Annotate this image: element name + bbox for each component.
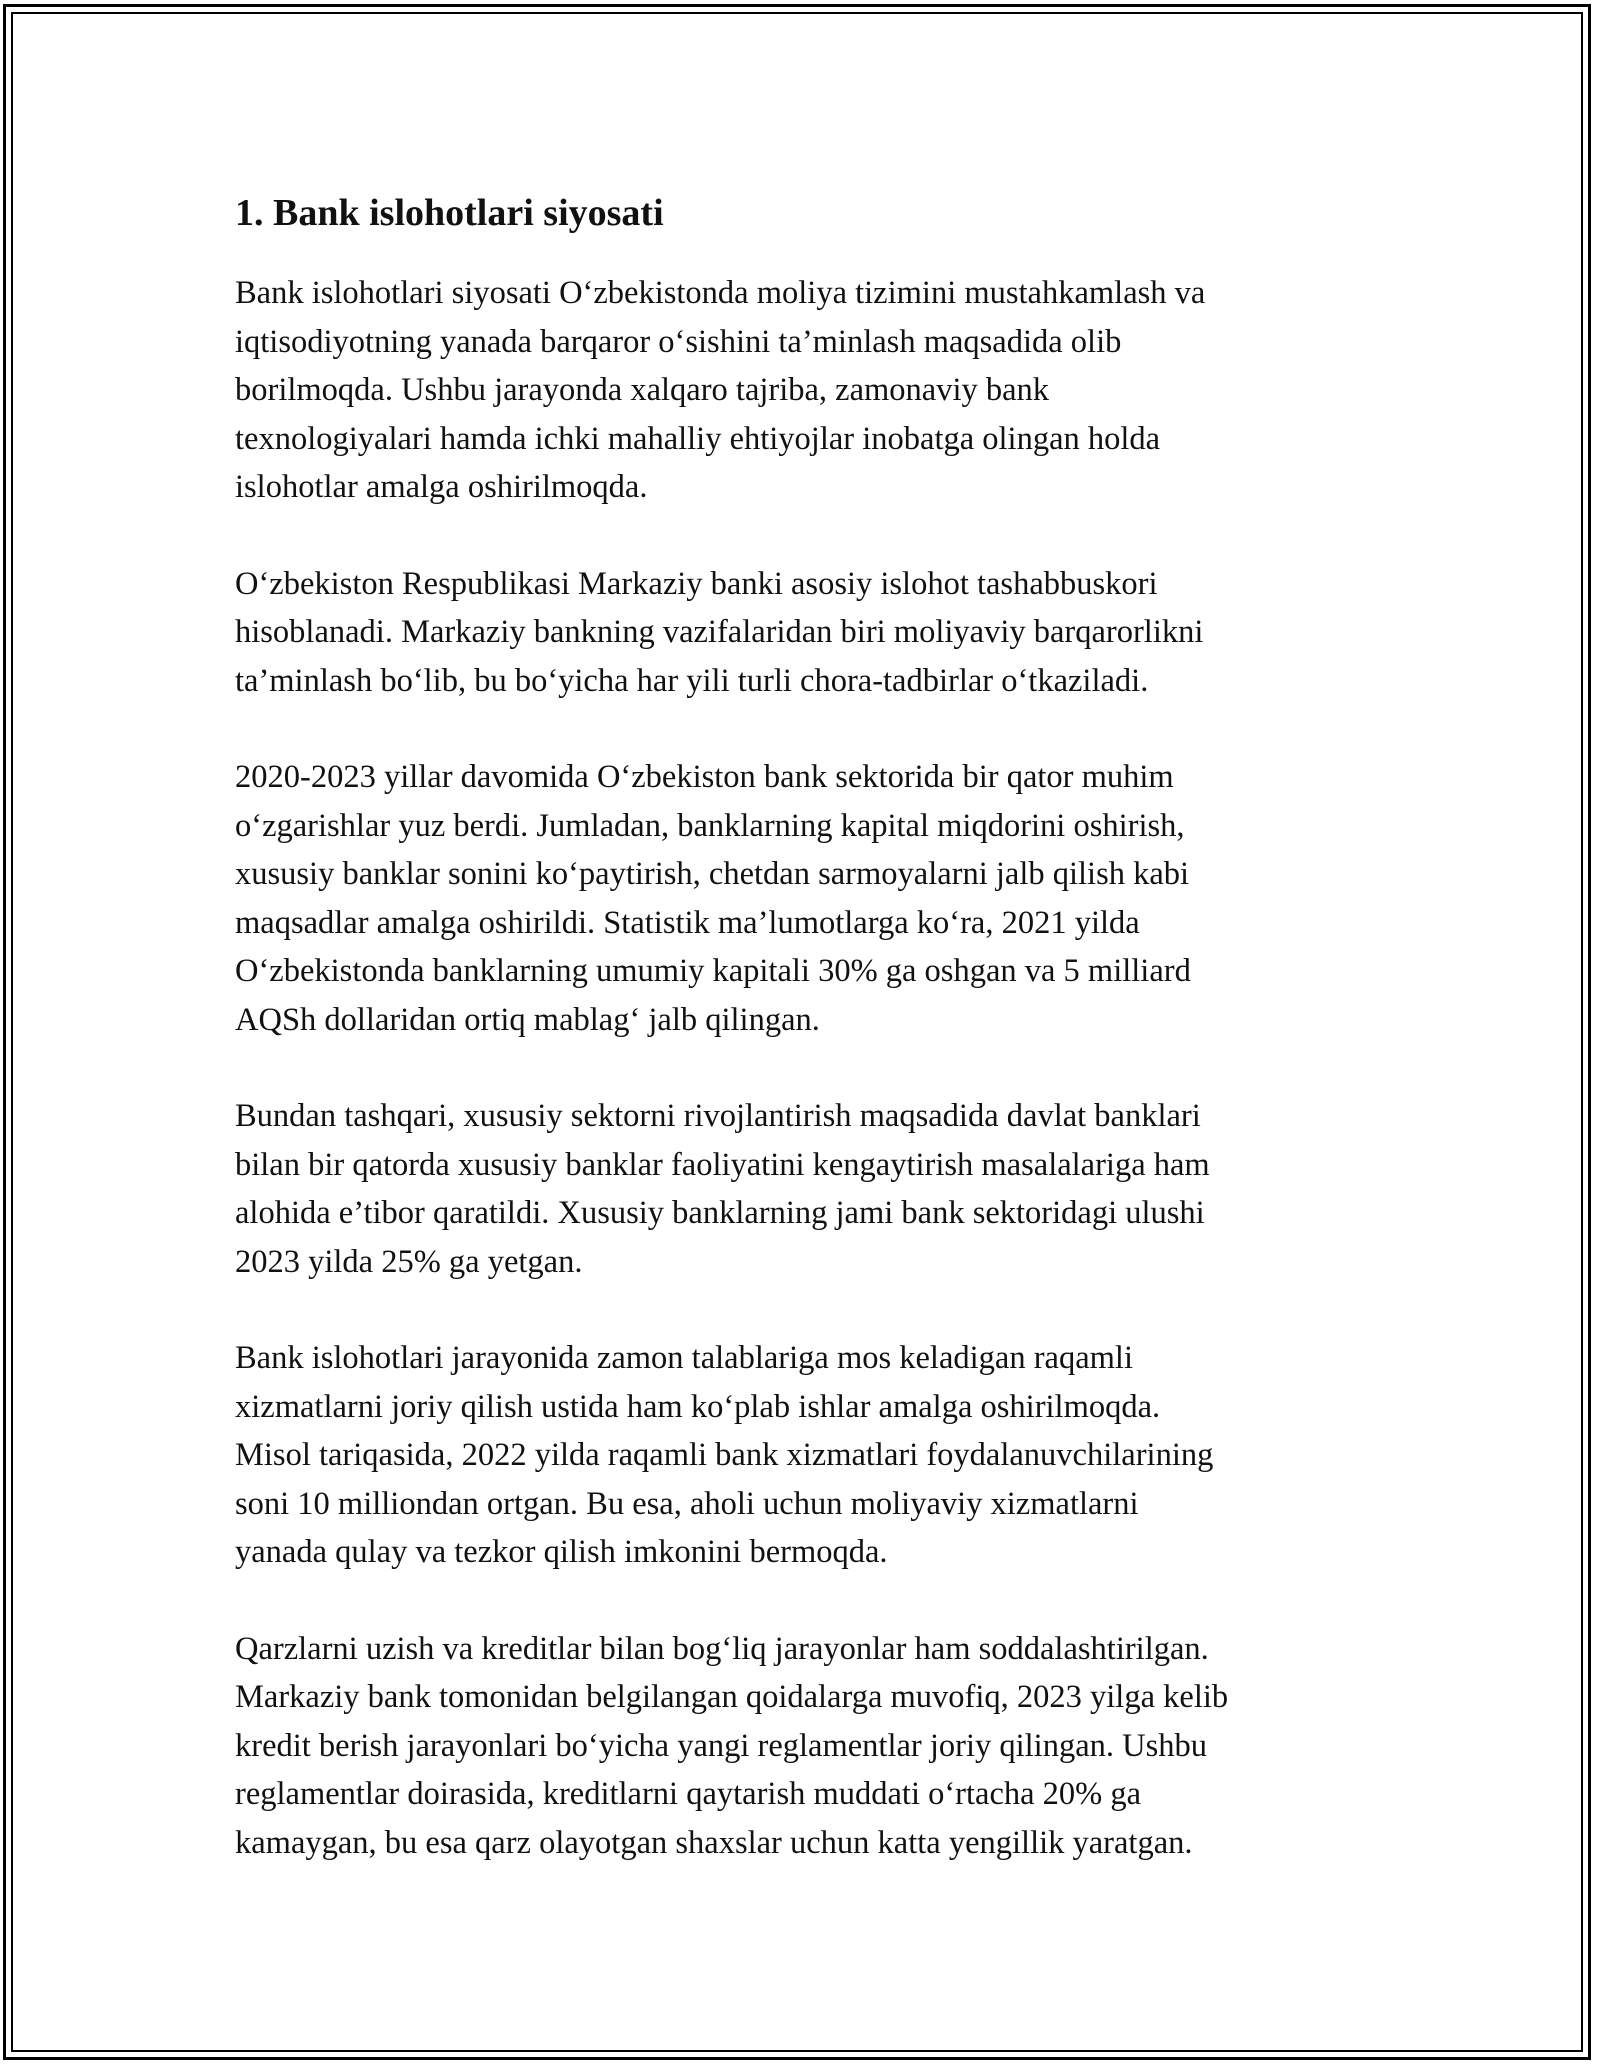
paragraph-credit-regulations: Qarzlarni uzish va kreditlar bilan bog‘liq jarayonlar ham soddalashtirilgan. Markaziy bank tomonidan belgilangan qoidalarga muvofiq, 2023 yilga kelib kredit berish jarayonlari bo‘yicha yangi reglamentlar joriy qilingan. Ushbu reglamentlar doirasida, kreditlarni qaytarish muddati o‘rtacha 20% ga kamaygan, bu esa qarz olayotgan shaxslar uchun katta yengillik yaratgan. [235,1630,1229,1861]
paragraph-reform-policy: Bank islohotlari siyosati O‘zbekistonda moliya tizimini mustahkamlash va iqtisodiyotning yanada barqaror o‘sishini ta’minlash maqsadida olib borilmoqda. Ushbu jarayonda xalqaro tajriba, zamonaviy bank texnologiyalari hamda ichki mahalliy ehtiyojlar inobatga olingan holda islohotlar amalga oshirilmoqda. [235,275,1206,505]
section-heading: 1. Bank islohotlari siyosati [235,192,664,234]
paragraph-central-bank: O‘zbekiston Respublikasi Markaziy banki asosiy islohot tashabbuskori hisoblanadi. Markaziy bankning vazifalaridan biri moliyaviy barqarorlikni ta’minlash bo‘lib, bu bo‘yicha har yili turli chora-tadbirlar o‘tkaziladi. [235,565,1204,699]
paragraph-sector-changes: 2020-2023 yillar davomida O‘zbekiston bank sektorida bir qator muhim o‘zgarishlar yuz berdi. Jumladan, banklarning kapital miqdorini oshirish, xususiy banklar sonini ko‘paytirish, chetdan sarmoyalarni jalb qilish kabi maqsadlar amalga oshirildi. Statistik ma’lumotlarga ko‘ra, 2021 yilda O‘zbekistonda banklarning umumiy kapitali 30% ga oshgan va 5 milliard AQSh dollaridan ortiq mablag‘ jalb qilingan. [235,759,1191,1038]
paragraph-digital-services: Bank islohotlari jarayonida zamon talablariga mos keladigan raqamli xizmatlarni joriy qilish ustida ham ko‘plab ishlar amalga oshirilmoqda. Misol tariqasida, 2022 yilda raqamli bank xizmatlari foydalanuvchilarining soni 10 milliondan ortgan. Bu esa, aholi uchun moliyaviy xizmatlarni yanada qulay va tezkor qilish imkonini bermoqda. [235,1340,1214,1570]
document-body [235,185,1375,1867]
paragraph-private-banks: Bundan tashqari, xususiy sektorni rivojlantirish maqsadida davlat banklari bilan bir qatorda xususiy banklar faoliyatini kengaytirish masalalariga ham alohida e’tibor qaratildi. Xususiy banklarning jami bank sektoridagi ulushi 2023 yilda 25% ga yetgan. [235,1098,1210,1280]
